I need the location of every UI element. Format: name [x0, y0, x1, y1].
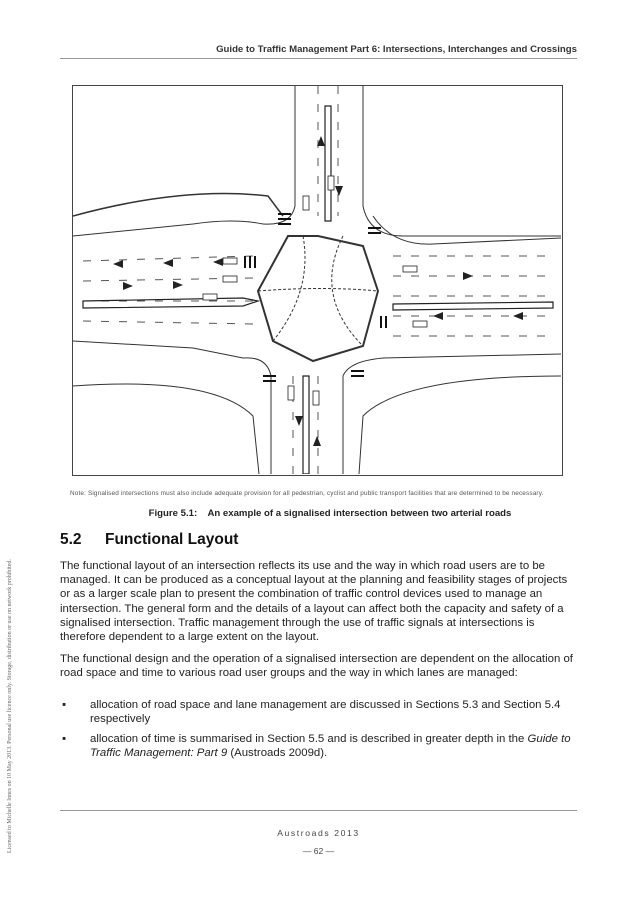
bullet-marker: ▪: [62, 699, 67, 711]
footer-publisher: Austroads 2013: [277, 828, 360, 838]
bullet-text-italic: Guide to Traffic Management: Part 9: [90, 733, 571, 760]
west-median: [83, 298, 258, 308]
running-header: Guide to Traffic Management Part 6: Intersections, Interchanges and Crossings: [216, 44, 577, 55]
bullet-text-after: (Austroads 2009d).: [227, 747, 328, 760]
header-rule: [60, 58, 577, 59]
bullet-text: allocation of road space and lane management are discussed in Sections 5.3 and Section 5.4 respectively: [90, 699, 561, 726]
north-leg-west-kerb: [263, 86, 295, 224]
intersection-diagram: [73, 86, 561, 474]
north-median: [325, 106, 331, 221]
slip-road-south-east: [359, 376, 561, 474]
paragraph-2: The functional design and the operation of a signalised intersection are dependent on the allocation of road space and time to various road user groups and the way in which lanes are managed:: [60, 653, 573, 680]
turning-path-2: [332, 236, 363, 346]
figure-caption-text: An example of a signalised intersection between two arterial roads: [207, 508, 512, 519]
slip-road-south-west: [73, 384, 259, 474]
page-number: — 62 —: [302, 846, 335, 856]
east-median: [393, 302, 553, 310]
section-number: 5.2: [60, 531, 82, 548]
north-leg-east-kerb: [363, 86, 403, 236]
figure-caption-number: Figure 5.1:: [148, 508, 198, 519]
section-heading: [60, 531, 238, 549]
bullet-text-before: allocation of time is summarised in Section 5.5 and is described in greater depth in the: [90, 733, 528, 745]
slip-road-north-west: [73, 194, 283, 217]
section-title: Functional Layout: [105, 531, 239, 548]
turning-path-3: [258, 289, 378, 292]
paragraph-1: The functional layout of an intersection reflects its use and the way in which road users are to be managed. It can be produced as a conceptual layout at the planning and feasibility stages of projects or as a larger scale plan to present the combination of traffic control devices used to manage an intersection. The general form and the details of a layout can affect both the capacity and safety of a signalised intersection. Traffic management through the use of traffic signals at intersections is therefore dependent to a large extent on the layout.: [60, 560, 568, 644]
slip-road-north-east: [373, 216, 561, 244]
figure-note: Note: Signalised intersections must also include adequate provision for all pedestrian, cyclist and public transport facilities that are determined to be necessary.: [70, 490, 544, 497]
licence-stamp: Licensed to Michelle Innes on 10 May 2013. Personal use licence only. Storage, distribution or use on network prohibited.: [7, 559, 13, 853]
bullet-marker: ▪: [62, 733, 67, 745]
west-leg-north-kerb: [73, 221, 263, 236]
intersection-figure: [72, 85, 563, 476]
east-leg-south-kerb: [383, 354, 561, 358]
south-median: [303, 376, 309, 474]
figure-caption: [120, 508, 540, 519]
bullet-text: [90, 732, 575, 760]
footer-rule: [60, 810, 577, 811]
west-leg-south-kerb: [73, 341, 243, 358]
